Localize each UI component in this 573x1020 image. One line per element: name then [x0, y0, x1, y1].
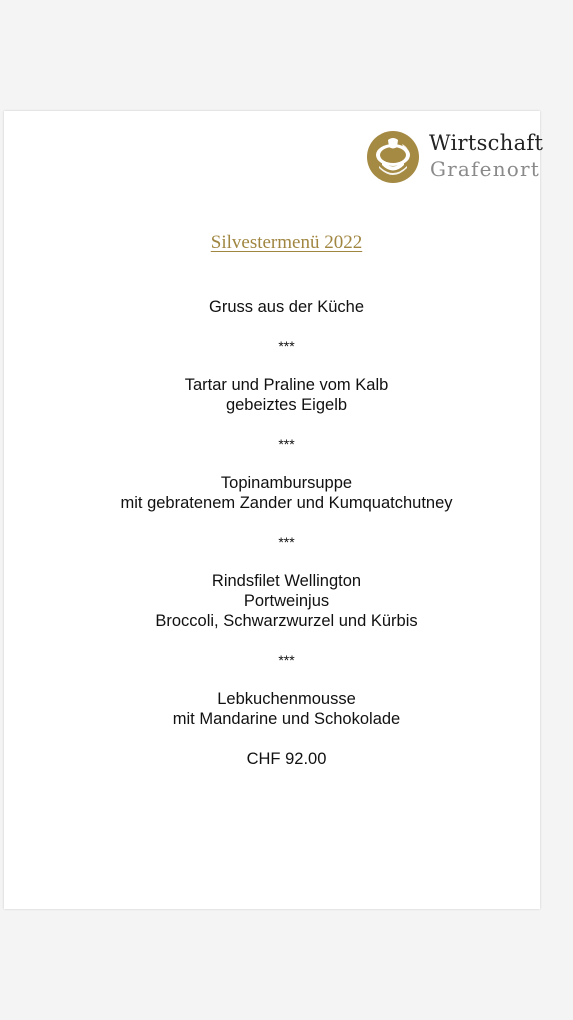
course-4-line-3: Broccoli, Schwarzwurzel und Kürbis [155, 612, 418, 630]
course-3-line-1: Topinambursuppe [220, 474, 353, 492]
menu-title: Silvestermenü 2022 [210, 232, 363, 253]
separator-4: *** [278, 652, 295, 668]
course-1-line-1: Gruss aus der Küche [209, 298, 364, 316]
brand-name-line2: Grafenort [430, 157, 541, 181]
course-4-line-2: Portweinjus [243, 592, 330, 610]
menu-page [4, 111, 544, 909]
course-2-line-1: Tartar und Praline vom Kalb [184, 376, 389, 394]
course-5-line-1: Lebkuchenmousse [217, 690, 356, 708]
course-2-line-2: gebeiztes Eigelb [225, 396, 348, 414]
brand-name-line1: Wirtschaft [429, 131, 544, 155]
separator-3: *** [278, 534, 295, 550]
separator-2: *** [278, 436, 295, 452]
restaurant-logo [366, 129, 556, 185]
course-3-line-2: mit gebratenem Zander und Kumquatchutney [120, 494, 453, 512]
course-5-line-2: mit Mandarine und Schokolade [172, 710, 401, 728]
wine-glass-emblem-icon [366, 130, 420, 184]
course-4-line-1: Rindsfilet Wellington [211, 572, 362, 590]
separator-1: *** [278, 338, 295, 354]
menu-price: CHF 92.00 [246, 750, 327, 768]
